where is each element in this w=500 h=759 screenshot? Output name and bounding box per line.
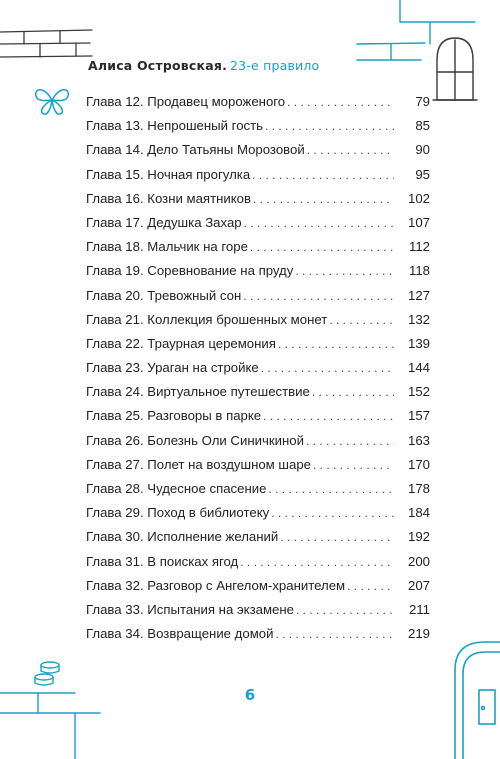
- toc-entry: [86, 167, 430, 191]
- toc-chapter-number: Глава 21.: [86, 311, 144, 327]
- toc-entry-title: [86, 626, 273, 641]
- toc-chapter-title: Дедушка Захар: [147, 214, 242, 230]
- toc-entry: [86, 602, 430, 626]
- toc-entry-title: [86, 239, 248, 254]
- toc-chapter-title: Болезнь Оли Синичкиной: [147, 432, 304, 448]
- toc-chapter-number: Глава 25.: [86, 408, 144, 424]
- toc-entry: [86, 554, 430, 578]
- toc-page-number: 132: [407, 311, 430, 327]
- toc-entry-title: [86, 505, 269, 520]
- toc-page-number: 90: [415, 142, 430, 158]
- toc-entry-title: [86, 481, 266, 496]
- toc-chapter-number: Глава 33.: [86, 601, 144, 617]
- toc-entry: [86, 457, 430, 481]
- toc-entry-title: [86, 94, 285, 109]
- dot-leader: [250, 240, 394, 254]
- toc-chapter-number: Глава 17.: [86, 214, 144, 230]
- toc-chapter-title: Чудесное спасение: [147, 481, 267, 496]
- dot-leader: [244, 216, 394, 230]
- toc-entry-title: [86, 360, 259, 375]
- toc-page-number: 200: [407, 553, 430, 569]
- toc-chapter-number: Глава 28.: [86, 481, 144, 496]
- toc-entry-title: [86, 288, 241, 303]
- toc-entry: [86, 312, 430, 336]
- dot-leader: [252, 168, 394, 182]
- toc-entry-title: [86, 384, 310, 399]
- toc-entry: [86, 529, 430, 553]
- dot-leader: [278, 337, 394, 351]
- toc-chapter-title: Ночная прогулка: [147, 166, 251, 182]
- toc-entry: [86, 118, 430, 142]
- toc-chapter-number: Глава 24.: [86, 384, 144, 400]
- toc-entry-title: [86, 191, 251, 206]
- toc-chapter-number: Глава 30.: [86, 529, 144, 545]
- toc-chapter-number: Глава 18.: [86, 239, 144, 255]
- toc-page-number: 163: [407, 432, 430, 448]
- toc-entry-title: [86, 554, 238, 569]
- toc-page-number: 79: [415, 94, 430, 109]
- toc-chapter-number: Глава 15.: [86, 166, 144, 182]
- toc-chapter-number: Глава 19.: [86, 263, 144, 279]
- toc-entry: [86, 578, 430, 602]
- toc-entry-title: [86, 529, 278, 544]
- toc-entry-title: [86, 118, 263, 133]
- brick-wall-icon: [0, 0, 100, 75]
- toc-chapter-title: Возвращение домой: [147, 626, 274, 642]
- toc-chapter-title: Продавец мороженого: [147, 94, 286, 109]
- butterfly-icon: [32, 82, 72, 118]
- toc-entry: [86, 288, 430, 312]
- toc-page-number: 144: [407, 360, 430, 376]
- toc-page-number: 192: [407, 529, 430, 545]
- dot-leader: [261, 361, 394, 375]
- dot-leader: [265, 119, 394, 133]
- toc-chapter-title: Разговоры в парке: [147, 408, 262, 424]
- toc-page-number: 184: [407, 505, 430, 521]
- toc-entry: [86, 481, 430, 505]
- dot-leader: [263, 409, 394, 423]
- toc-page-number: 211: [408, 601, 430, 617]
- toc-chapter-title: Траурная церемония: [147, 335, 276, 351]
- toc-entry: [86, 433, 430, 457]
- toc-entry-title: [86, 142, 305, 157]
- toc-page-number: 118: [408, 263, 430, 279]
- dot-leader: [347, 579, 394, 593]
- dot-leader: [240, 555, 394, 569]
- header-book-title: 23-е правило: [230, 58, 320, 73]
- table-of-contents: [86, 94, 430, 650]
- toc-chapter-title: Коллекция брошенных монет: [147, 311, 328, 327]
- toc-chapter-title: Соревнование на пруду: [147, 263, 294, 279]
- toc-chapter-title: Козни маятников: [147, 190, 252, 206]
- toc-page-number: 85: [415, 118, 430, 134]
- dot-leader: [296, 603, 394, 617]
- toc-entry: [86, 263, 430, 287]
- toc-chapter-number: Глава 13.: [86, 118, 144, 134]
- toc-chapter-number: Глава 31.: [86, 553, 144, 569]
- toc-entry: [86, 191, 430, 215]
- dot-leader: [287, 95, 394, 109]
- dot-leader: [295, 264, 394, 278]
- toc-chapter-title: Полет на воздушном шаре: [147, 456, 311, 472]
- toc-chapter-title: Ураган на стройке: [147, 360, 259, 376]
- dot-leader: [275, 627, 394, 641]
- toc-chapter-number: Глава 32.: [86, 577, 144, 593]
- toc-chapter-number: Глава 29.: [86, 505, 144, 521]
- toc-chapter-number: Глава 23.: [86, 360, 144, 376]
- toc-entry: [86, 408, 430, 432]
- toc-chapter-number: Глава 26.: [86, 432, 144, 448]
- toc-chapter-number: Глава 12.: [86, 94, 144, 109]
- toc-chapter-number: Глава 34.: [86, 626, 144, 642]
- toc-entry: [86, 336, 430, 360]
- toc-page-number: 102: [407, 190, 430, 206]
- toc-entry-title: [86, 457, 311, 472]
- dot-leader: [253, 192, 394, 206]
- toc-entry-title: [86, 167, 250, 182]
- toc-entry: [86, 239, 430, 263]
- toc-chapter-title: Поход в библиотеку: [147, 505, 270, 521]
- toc-page-number: 170: [407, 456, 430, 472]
- toc-entry-title: [86, 215, 242, 230]
- toc-chapter-number: Глава 16.: [86, 190, 144, 206]
- toc-page-number: 139: [407, 335, 430, 351]
- toc-entry-title: [86, 263, 293, 278]
- coins-icon: [0, 655, 110, 759]
- toc-chapter-number: Глава 27.: [86, 456, 144, 472]
- dot-leader: [307, 143, 394, 157]
- toc-page-number: 95: [415, 166, 430, 182]
- toc-entry-title: [86, 336, 276, 351]
- dot-leader: [268, 482, 394, 496]
- dot-leader: [243, 289, 394, 303]
- dot-leader: [313, 458, 394, 472]
- toc-entry: [86, 94, 430, 118]
- toc-entry: [86, 505, 430, 529]
- toc-entry-title: [86, 578, 345, 593]
- toc-chapter-title: В поисках ягод: [147, 553, 239, 569]
- header-author: Алиса Островская.: [88, 58, 228, 73]
- toc-page-number: 207: [407, 577, 430, 593]
- toc-chapter-number: Глава 22.: [86, 335, 144, 351]
- toc-chapter-title: Тревожный сон: [147, 287, 242, 303]
- window-icon: [355, 0, 500, 105]
- toc-chapter-title: Непрошеный гость: [147, 118, 264, 134]
- toc-chapter-number: Глава 14.: [86, 142, 144, 158]
- page-number: 6: [244, 686, 256, 704]
- running-header: [88, 58, 319, 73]
- toc-page-number: 152: [407, 384, 430, 400]
- toc-entry-title: [86, 433, 304, 448]
- toc-entry-title: [86, 602, 294, 617]
- toc-entry: [86, 360, 430, 384]
- toc-chapter-title: Виртуальное путешествие: [147, 384, 310, 400]
- dot-leader: [312, 385, 394, 399]
- toc-entry: [86, 384, 430, 408]
- dot-leader: [280, 530, 394, 544]
- toc-chapter-title: Исполнение желаний: [147, 529, 279, 545]
- toc-page-number: 157: [407, 408, 430, 424]
- dot-leader: [271, 506, 394, 520]
- toc-entry: [86, 142, 430, 166]
- toc-page-number: 127: [407, 287, 430, 303]
- toc-page-number: 178: [407, 481, 430, 496]
- toc-entry-title: [86, 312, 327, 327]
- dot-leader: [329, 313, 394, 327]
- toc-entry: [86, 626, 430, 650]
- toc-page-number: 219: [407, 626, 430, 642]
- toc-chapter-title: Мальчик на горе: [147, 239, 248, 255]
- dot-leader: [306, 434, 394, 448]
- toc-chapter-number: Глава 20.: [86, 287, 144, 303]
- toc-page-number: 107: [407, 214, 430, 230]
- toc-chapter-title: Разговор с Ангелом-хранителем: [147, 577, 346, 593]
- toc-entry-title: [86, 408, 261, 423]
- toc-page-number: 112: [408, 239, 430, 255]
- toc-entry: [86, 215, 430, 239]
- toc-chapter-title: Испытания на экзамене: [147, 601, 294, 617]
- toc-chapter-title: Дело Татьяны Морозовой: [147, 142, 305, 158]
